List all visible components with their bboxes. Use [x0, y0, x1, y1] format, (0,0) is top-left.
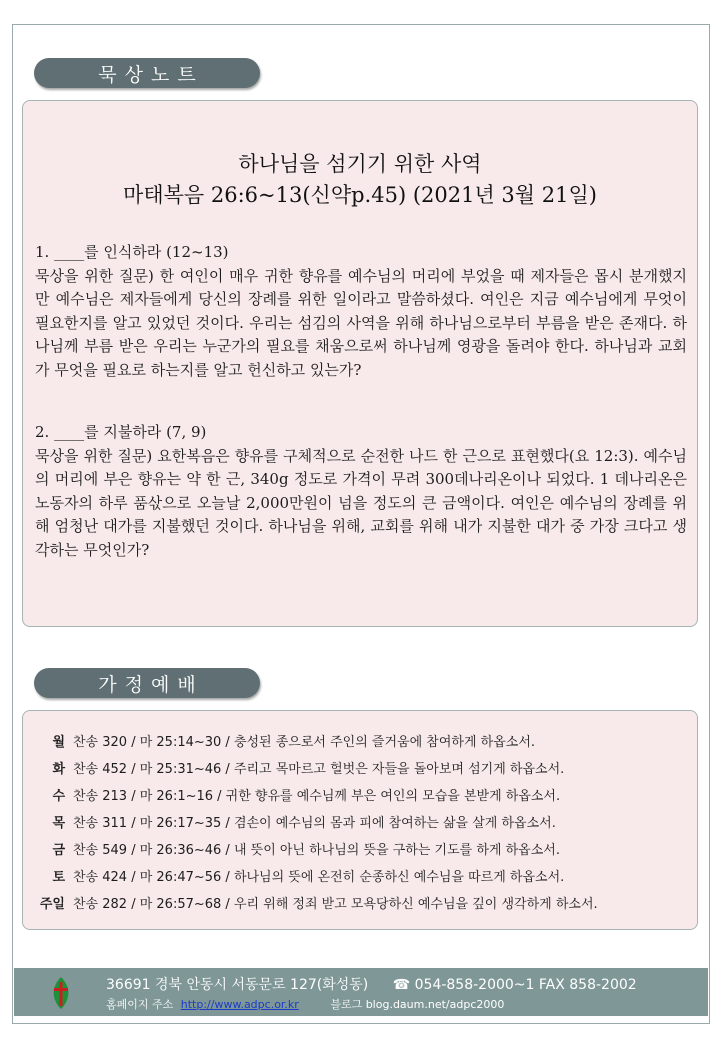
blog-address: 블로그 blog.daum.net/adpc2000 [330, 998, 505, 1011]
question-1-heading: 1. ____를 인식하라 (12~13) [35, 243, 229, 261]
question-2-heading: 2. ____를 지불하라 (7, 9) [35, 423, 207, 441]
meditation-panel [22, 100, 698, 627]
worship-row-mon [23, 729, 699, 751]
weekday-label: 월 [52, 734, 65, 750]
footer-web-line [106, 996, 504, 1012]
worship-entry: 찬송 311 / 마 26:17~35 / 겸손이 예수님의 몸과 피에 참여하는 삶을 살게 하옵소서. [73, 815, 556, 831]
sermon-scripture-date: 마태복음 26:6~13(신약p.45) (2021년 3월 21일) [123, 183, 597, 207]
footer-address: 36691 경북 안동시 서동문로 127(화성동) [106, 977, 369, 993]
footer [14, 968, 708, 1016]
worship-entry: 찬송 452 / 마 25:31~46 / 주리고 목마르고 헐벗은 자들을 돌아보며 섬기게 하옵소서. [73, 761, 565, 777]
footer-phone-fax: ☎ 054-858-2000~1 FAX 858-2002 [392, 977, 637, 993]
worship-row-thu [23, 810, 699, 832]
weekday-label: 금 [52, 842, 65, 858]
weekday-label: 토 [52, 869, 65, 885]
family-worship-section-heading: 가정예배 [34, 668, 260, 698]
worship-row-wed [23, 783, 699, 805]
worship-entry: 찬송 282 / 마 26:57~68 / 우리 위해 정죄 받고 모욕당하신 예수님을 깊이 생각하게 하소서. [73, 896, 598, 912]
worship-entry: 찬송 213 / 마 26:1~16 / 귀한 향유를 예수님께 부은 여인의 모습을 본받게 하옵소서. [73, 788, 561, 804]
weekday-label: 주일 [39, 896, 65, 912]
weekday-label: 화 [52, 761, 65, 777]
worship-row-sun [23, 891, 699, 913]
worship-entry: 찬송 549 / 마 26:36~46 / 내 뜻이 아닌 하나님의 뜻을 구하는 기도를 하게 하옵소서. [73, 842, 560, 858]
worship-row-sat [23, 864, 699, 886]
meditation-section-heading: 묵상노트 [34, 58, 260, 88]
question-1 [35, 241, 687, 382]
sermon-title-block [23, 149, 697, 211]
worship-entry: 찬송 424 / 마 26:47~56 / 하나님의 뜻에 온전히 순종하신 예수님을 따르게 하옵소서. [73, 869, 565, 885]
weekday-label: 수 [52, 788, 65, 804]
sermon-title: 하나님을 섬기기 위한 사역 [238, 152, 482, 176]
worship-entry: 찬송 320 / 마 25:14~30 / 충성된 종으로서 주인의 즐거움에 참여하게 하옵소서. [73, 734, 536, 750]
worship-row-fri [23, 837, 699, 859]
family-worship-panel [22, 710, 698, 930]
question-2 [35, 421, 687, 562]
question-2-body: 묵상을 위한 질문) 요한복음은 향유를 구체적으로 순전한 나드 한 근으로 표현했다(요 12:3). 예수님의 머리에 부은 향유는 약 한 근, 340g 정도로 가격이 무려 300데나리온이나 되었다. 1 데나리온은 노동자의 하루 품삯으로 오늘날 2,000만원이 넘을 정도의 큰 금액이다. 여인은 예수님의 장례를 위해 엄청난 대가를 지불했던 것이다. 하나님을 위해, 교회를 위해 내가 지불한 대가 중 가장 크다고 생각하는 무엇인가? [35, 446, 687, 559]
question-1-body: 묵상을 위한 질문) 한 여인이 매우 귀한 향유를 예수님의 머리에 부었을 때 제자들은 몹시 분개했지만 예수님은 제자들에게 당신의 장례를 위한 일이라고 말씀하셨다. 여인은 지금 예수님에게 무엇이 필요한지를 알고 있었던 것이다. 우리는 섬김의 사역을 위해 하나님으로부터 부름을 받은 존재다. 하나님께 부름 받은 우리는 누군가의 필요를 채움으로써 하나님께 영광을 돌려야 한다. 하나님과 교회가 무엇을 필요로 하는지를 알고 헌신하고 있는가? [35, 266, 687, 379]
homepage-link[interactable]: http://www.adpc.or.kr [180, 998, 299, 1011]
worship-row-tue [23, 756, 699, 778]
weekday-label: 목 [52, 815, 65, 831]
homepage-label: 홈페이지 주소 [106, 998, 174, 1011]
church-cross-logo-icon [50, 976, 72, 1010]
footer-contact-line [106, 974, 637, 994]
